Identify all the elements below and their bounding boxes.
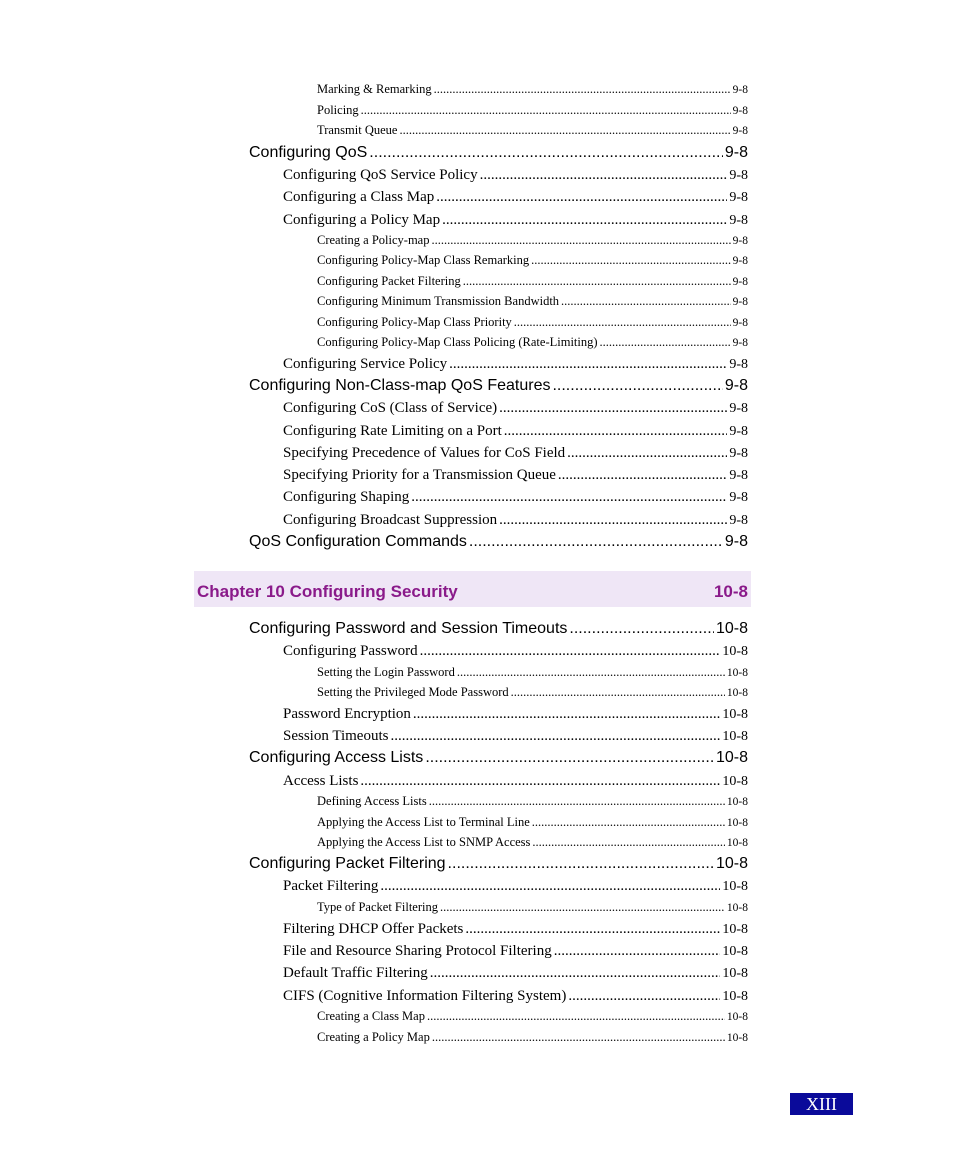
toc-entry-level-2[interactable] — [283, 167, 748, 184]
toc-entry-page: 10-8 — [726, 817, 748, 829]
toc-entry-page: 9-8 — [724, 377, 748, 394]
toc-entry-title: Creating a Policy Map — [317, 1030, 430, 1044]
toc-entry-title: Configuring Non-Class-map QoS Features — [249, 377, 551, 394]
toc-entry-title: Marking & Remarking — [317, 82, 432, 96]
toc-entry-page: 9-8 — [732, 337, 748, 349]
dot-leader — [399, 123, 730, 138]
toc-entry-level-3[interactable] — [317, 815, 748, 830]
toc-entry-title: Filtering DHCP Offer Packets — [283, 921, 464, 937]
toc-entry-page: 9-8 — [732, 255, 748, 267]
dot-leader — [499, 512, 727, 529]
toc-entry-title: Configuring Policy-Map Class Remarking — [317, 253, 530, 267]
dot-leader — [449, 356, 727, 373]
dot-leader — [431, 233, 730, 248]
toc-entry-page: 9-8 — [729, 401, 748, 416]
dot-leader — [511, 685, 725, 700]
toc-entry-title: Packet Filtering — [283, 878, 379, 894]
toc-entry-page: 9-8 — [732, 125, 748, 137]
toc-entry-page: 9-8 — [732, 276, 748, 288]
dot-leader — [568, 988, 720, 1005]
toc-entry-level-3[interactable] — [317, 253, 748, 268]
dot-leader — [442, 212, 727, 229]
toc-entry-title: Policing — [317, 103, 359, 117]
toc-entry-title: Configuring CoS (Class of Service) — [283, 400, 498, 416]
toc-entry-title: File and Resource Sharing Protocol Filtering — [283, 943, 552, 959]
toc-entry-page: 10-8 — [715, 749, 748, 766]
dot-leader — [558, 467, 727, 484]
dot-leader — [532, 815, 725, 830]
toc-entry-level-2[interactable] — [283, 445, 748, 462]
dot-leader — [531, 253, 731, 268]
toc-entry-page: 10-8 — [722, 944, 748, 959]
dot-leader — [440, 900, 725, 915]
chapter-title[interactable]: Chapter 10 Configuring Security — [197, 582, 458, 601]
dot-leader — [600, 335, 731, 350]
toc-entry-title: CIFS (Cognitive Information Filtering System) — [283, 988, 567, 1004]
toc-entry-level-2[interactable] — [283, 988, 748, 1005]
toc-entry-page: 9-8 — [729, 424, 748, 439]
dot-leader — [552, 377, 722, 395]
toc-entry-page: 10-8 — [726, 1032, 748, 1044]
toc-entry-level-2[interactable] — [283, 423, 748, 440]
dot-leader — [448, 855, 714, 873]
toc-entry-page: 9-8 — [724, 533, 748, 550]
toc-entry-level-3[interactable] — [317, 1030, 748, 1045]
toc-entry-level-3[interactable] — [317, 315, 748, 330]
toc-entry-title: Specifying Precedence of Values for CoS Field — [283, 445, 566, 461]
dot-leader — [411, 489, 727, 506]
toc-entry-level-3[interactable] — [317, 274, 748, 289]
toc-entry-page: 10-8 — [722, 644, 748, 659]
toc-entry-title: Configuring Password and Session Timeouts — [249, 620, 568, 637]
toc-entry-page: 9-8 — [732, 84, 748, 96]
dot-leader — [463, 274, 731, 289]
toc-entry-level-1[interactable] — [249, 533, 748, 551]
toc-entry-title: Type of Packet Filtering — [317, 900, 438, 914]
toc-entry-page: 9-8 — [729, 190, 748, 205]
chapter-page-number: 10-8 — [713, 582, 748, 601]
dot-leader — [504, 423, 728, 440]
toc-entry-level-2[interactable] — [283, 773, 748, 790]
toc-entry-page: 9-8 — [729, 513, 748, 528]
toc-entry-page: 10-8 — [722, 966, 748, 981]
toc-entry-level-3[interactable] — [317, 82, 748, 97]
toc-entry-level-3[interactable] — [317, 1009, 748, 1024]
toc-entry-level-2[interactable] — [283, 467, 748, 484]
toc-entry-title: Configuring Password — [283, 643, 418, 659]
toc-entry-level-3[interactable] — [317, 335, 748, 350]
toc-entry-level-3[interactable] — [317, 685, 748, 700]
toc-entry-title: Configuring a Class Map — [283, 189, 435, 205]
toc-entry-page: 9-8 — [729, 357, 748, 372]
toc-entry-level-2[interactable] — [283, 706, 748, 723]
toc-entry-level-1[interactable] — [249, 855, 748, 873]
dot-leader — [369, 144, 723, 162]
toc-entry-title: Configuring Packet Filtering — [317, 274, 461, 288]
dot-leader — [554, 943, 721, 960]
toc-entry-title: Configuring Access Lists — [249, 749, 424, 766]
dot-leader — [434, 82, 731, 97]
dot-leader — [561, 294, 731, 309]
toc-entry-title: Defining Access Lists — [317, 794, 427, 808]
dot-leader — [499, 400, 727, 417]
toc-entry-title: Configuring Policy-Map Class Policing (Rate-Limiting) — [317, 335, 598, 349]
toc-entry-title: Configuring a Policy Map — [283, 212, 441, 228]
toc-entry-page: 10-8 — [722, 707, 748, 722]
toc-entry-level-2[interactable] — [283, 400, 748, 417]
toc-entry-level-2[interactable] — [283, 643, 748, 660]
dot-leader — [413, 706, 720, 723]
toc-entry-title: Transmit Queue — [317, 123, 398, 137]
toc-entry-title: Configuring Minimum Transmission Bandwidth — [317, 294, 560, 308]
toc-entry-title: Configuring Packet Filtering — [249, 855, 446, 872]
toc-entry-title: Default Traffic Filtering — [283, 965, 428, 981]
toc-entry-title: Configuring Policy-Map Class Priority — [317, 315, 512, 329]
toc-entry-level-2[interactable] — [283, 212, 748, 229]
dot-leader — [465, 921, 720, 938]
toc-entry-level-2[interactable] — [283, 878, 748, 895]
toc-entry-title: Configuring Broadcast Suppression — [283, 512, 498, 528]
toc-entry-level-2[interactable] — [283, 728, 748, 745]
toc-entry-title: Specifying Priority for a Transmission Queue — [283, 467, 556, 483]
toc-entry-title: Applying the Access List to Terminal Line — [317, 815, 530, 829]
toc-entry-title: Creating a Class Map — [317, 1009, 425, 1023]
toc-entry-page: 10-8 — [722, 729, 748, 744]
toc-entry-level-1[interactable] — [249, 749, 748, 767]
toc-entry-page: 9-8 — [729, 446, 748, 461]
toc-entry-level-2[interactable] — [283, 512, 748, 529]
dot-leader — [480, 167, 728, 184]
dot-leader — [532, 835, 724, 850]
dot-leader — [569, 620, 714, 638]
toc-entry-page: 9-8 — [729, 168, 748, 183]
toc-entry-level-2[interactable] — [283, 921, 748, 938]
toc-entry-title: Setting the Login Password — [317, 665, 455, 679]
toc-entry-title: Access Lists — [283, 773, 359, 789]
toc-entry-page: 9-8 — [729, 213, 748, 228]
toc-entry-title: Configuring QoS — [249, 144, 368, 161]
toc-entry-level-3[interactable] — [317, 294, 748, 309]
toc-entry-level-2[interactable] — [283, 489, 748, 506]
toc-entry-level-3[interactable] — [317, 233, 748, 248]
toc-entry-level-2[interactable] — [283, 189, 748, 206]
toc-entry-page: 10-8 — [722, 922, 748, 937]
toc-entry-page: 9-8 — [724, 144, 748, 161]
toc-entry-page: 10-8 — [726, 687, 748, 699]
toc-entry-page: 9-8 — [732, 105, 748, 117]
dot-leader — [390, 728, 720, 745]
dot-leader — [514, 315, 731, 330]
toc-entry-level-2[interactable] — [283, 943, 748, 960]
toc-entry-title: Configuring Shaping — [283, 489, 410, 505]
toc-entry-level-3[interactable] — [317, 900, 748, 915]
dot-leader — [432, 1030, 725, 1045]
toc-entry-title: Setting the Privileged Mode Password — [317, 685, 509, 699]
dot-leader — [457, 665, 725, 680]
toc-entry-page: 10-8 — [722, 879, 748, 894]
toc-entry-page: 10-8 — [726, 902, 748, 914]
toc-entry-page: 9-8 — [732, 235, 748, 247]
dot-leader — [420, 643, 721, 660]
toc-entry-title: Session Timeouts — [283, 728, 389, 744]
toc-entry-page: 9-8 — [729, 468, 748, 483]
toc-entry-level-2[interactable] — [283, 356, 748, 373]
toc-entry-level-1[interactable] — [249, 620, 748, 638]
toc-entry-level-3[interactable] — [317, 123, 748, 138]
toc-entry-title: Configuring Rate Limiting on a Port — [283, 423, 502, 439]
toc-entry-page: 9-8 — [732, 317, 748, 329]
toc-entry-title: Password Encryption — [283, 706, 411, 722]
toc-entry-page: 10-8 — [715, 855, 748, 872]
toc-entry-page: 10-8 — [726, 837, 748, 849]
toc-entry-title: Applying the Access List to SNMP Access — [317, 835, 531, 849]
toc-entry-level-1[interactable] — [249, 144, 748, 162]
toc-entry-page: 9-8 — [729, 490, 748, 505]
toc-entry-page: 9-8 — [732, 296, 748, 308]
toc-entry-title: Configuring QoS Service Policy — [283, 167, 478, 183]
dot-leader — [425, 749, 714, 767]
dot-leader — [567, 445, 727, 462]
dot-leader — [361, 103, 731, 118]
toc-entry-page: 10-8 — [715, 620, 748, 637]
dot-leader — [360, 773, 720, 790]
toc-entry-page: 10-8 — [726, 667, 748, 679]
dot-leader — [436, 189, 727, 206]
toc-entry-page: 10-8 — [726, 796, 748, 808]
toc-entry-level-3[interactable] — [317, 835, 748, 850]
toc-entry-level-3[interactable] — [317, 794, 748, 809]
toc-entry-title: Creating a Policy-map — [317, 233, 430, 247]
toc-entry-page: 10-8 — [722, 989, 748, 1004]
toc-entry-page: 10-8 — [722, 774, 748, 789]
toc-entry-level-3[interactable] — [317, 103, 748, 118]
toc-entry-title: QoS Configuration Commands — [249, 533, 467, 550]
toc-entry-page: 10-8 — [726, 1011, 748, 1023]
page-number-badge: XIII — [790, 1093, 853, 1115]
toc-entry-level-3[interactable] — [317, 665, 748, 680]
dot-leader — [380, 878, 720, 895]
dot-leader — [427, 1009, 725, 1024]
toc-entry-level-2[interactable] — [283, 965, 748, 982]
toc-entry-title: Configuring Service Policy — [283, 356, 448, 372]
dot-leader — [429, 794, 725, 809]
toc-entry-level-1[interactable] — [249, 377, 748, 395]
dot-leader — [469, 533, 723, 551]
dot-leader — [430, 965, 721, 982]
